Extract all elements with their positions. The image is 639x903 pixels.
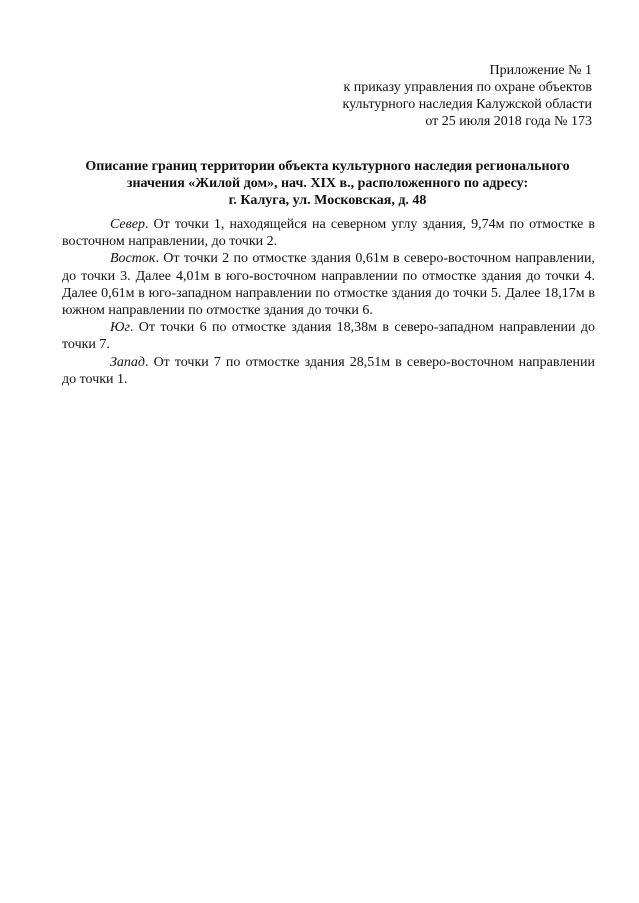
appendix-number: Приложение № 1	[489, 63, 592, 78]
order-date: от 25 июля 2018 года № 173	[425, 114, 592, 129]
order-reference: к приказу управления по охране объектов	[343, 80, 592, 95]
direction-north-label: Север	[110, 217, 145, 232]
section-west-text: . От точки 7 по отмостке здания 28,51м в северо-восточном направлении до точки 1.	[62, 354, 595, 387]
direction-east-label: Восток	[110, 251, 156, 267]
issuing-authority: культурного наследия Калужской области	[342, 97, 592, 112]
section-east-text: . От точки 2 по отмостке здания 0,61м в северо-восточном направлении, до точки 3. Далее 4,01м в юго-восточном направлении по отмостке здания до точки 4. Далее 0,61м в юго-западном направлении по отмостке здания до точки 5. Далее 18,17м в южном направлении по отмостке здания до точки 6.	[62, 251, 595, 319]
section-south	[62, 319, 595, 353]
section-north	[62, 216, 595, 250]
appendix-header	[343, 62, 592, 130]
section-west	[62, 354, 595, 388]
document-title	[60, 158, 595, 209]
title-line-1: Описание границ территории объекта культурного наследия регионального	[85, 159, 570, 174]
direction-south-label: Юг	[110, 320, 130, 336]
title-line-2: значения «Жилой дом», нач. XIX в., расположенного по адресу:	[126, 176, 529, 191]
direction-west-label: Запад	[110, 354, 146, 370]
boundary-description	[62, 216, 595, 388]
section-south-text: . От точки 6 по отмостке здания 18,38м в северо-западном направлении до точки 7.	[62, 320, 595, 353]
title-line-3: г. Калуга, ул. Московская, д. 48	[228, 193, 427, 208]
section-north-text: . От точки 1, находящейся на северном углу здания, 9,74м по отмостке в восточном направлении, до точки 2.	[62, 217, 595, 250]
section-east	[62, 250, 595, 319]
